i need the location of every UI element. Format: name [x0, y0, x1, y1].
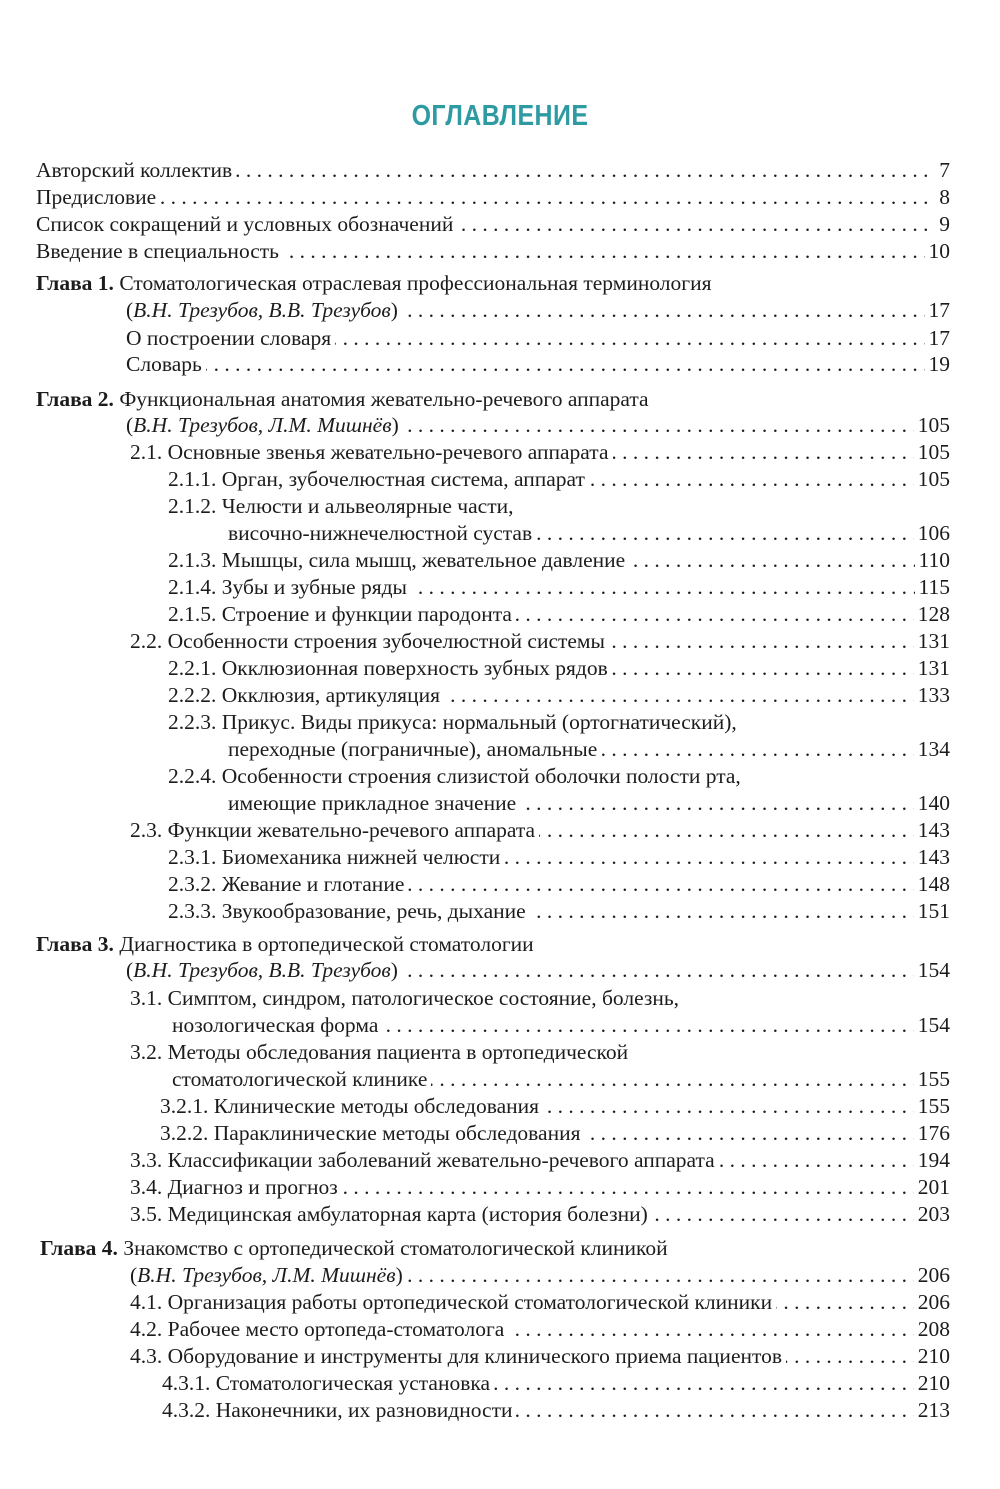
toc-page-number: 143	[914, 816, 950, 844]
toc-page-number: 133	[914, 681, 950, 709]
toc-label: нозологическая форма	[172, 1013, 382, 1037]
toc-page-number: 105	[914, 438, 950, 466]
chapter-title: Стоматологическая отраслевая профессиональная терминология	[119, 271, 712, 295]
toc-page-number: 210	[914, 1369, 950, 1397]
authors-text: В.Н. Трезубов, В.В. Трезубов	[133, 298, 391, 322]
toc-label: 3.3. Классификации заболеваний жевательно-речевого аппарата	[130, 1148, 719, 1172]
toc-label: 2.3. Функции жевательно-речевого аппарата	[130, 818, 539, 842]
chapter-number: Глава 2.	[36, 387, 114, 411]
toc-page-number: 7	[935, 156, 950, 184]
toc-label: 3.5. Медицинская амбулаторная карта (история болезни)	[130, 1202, 652, 1226]
chapter-title: Знакомство с ортопедической стоматологической клиникой	[123, 1236, 668, 1260]
chapter-number: Глава 1.	[36, 271, 114, 295]
toc-page-number: 155	[914, 1065, 950, 1093]
toc-page-number: 154	[914, 956, 950, 984]
toc-label: 3.4. Диагноз и прогноз	[130, 1175, 342, 1199]
toc-label: Словарь	[126, 352, 206, 376]
toc-page-number: 131	[914, 654, 950, 682]
chapter-authors[interactable]: . . . (В.Н. Трезубов, В.В. Трезубов) 154	[126, 956, 950, 984]
toc-page-number: 176	[914, 1119, 950, 1147]
toc-label: 4.3.2. Наконечники, их разновидности	[162, 1398, 516, 1422]
chapter-heading[interactable]	[36, 385, 649, 413]
toc-page-number: 208	[914, 1315, 950, 1343]
toc-label: 4.3. Оборудование и инструменты для клинического приема пациентов	[130, 1344, 786, 1368]
toc-entry[interactable]	[168, 843, 950, 871]
toc-page-number: 213	[914, 1396, 950, 1424]
toc-entry[interactable]	[126, 324, 950, 352]
toc-label: 3.2.1. Клинические методы обследования	[160, 1094, 543, 1118]
toc-page-number: 17	[925, 324, 951, 352]
toc-page-number: 206	[914, 1261, 950, 1289]
toc-page-number: 9	[935, 210, 950, 238]
toc-entry[interactable]	[36, 210, 950, 238]
toc-label: О построении словаря	[126, 326, 335, 350]
chapter-title: Функциональная анатомия жевательно-речевого аппарата	[119, 387, 649, 411]
toc-entry[interactable]	[36, 156, 950, 184]
toc-entry[interactable]	[228, 519, 950, 547]
toc-entry[interactable]	[130, 438, 950, 466]
toc-entry[interactable]	[130, 816, 950, 844]
toc-entry[interactable]	[126, 350, 950, 378]
toc-label: 2.3.2. Жевание и глотание	[168, 872, 408, 896]
toc-entry-line[interactable]: 3.1. Симптом, синдром, патологическое состояние, болезнь,	[130, 986, 680, 1010]
toc-entry[interactable]	[160, 1092, 950, 1120]
toc-label: 2.1.4. Зубы и зубные ряды	[168, 575, 411, 599]
page-title: ОГЛАВЛЕНИЕ	[411, 100, 589, 132]
authors-text: В.Н. Трезубов, Л.М. Мишнёв	[133, 413, 392, 437]
toc-page-number: 134	[914, 735, 950, 763]
toc-entry[interactable]	[160, 1119, 950, 1147]
toc-label: 2.1. Основные звенья жевательно-речевого аппарата	[130, 440, 613, 464]
chapter-authors[interactable]: . . . (В.Н. Трезубов, В.В. Трезубов) 17	[126, 296, 950, 324]
toc-entry[interactable]	[130, 1200, 950, 1228]
toc-label: 4.3.1. Стоматологическая установка	[162, 1371, 494, 1395]
toc-label: стоматологической клинике	[172, 1067, 431, 1091]
chapter-authors[interactable]: . . . (В.Н. Трезубов, Л.М. Мишнёв) 105	[126, 411, 950, 439]
toc-label: Авторский коллектив	[36, 158, 236, 182]
toc-entry[interactable]	[168, 870, 950, 898]
toc-label: 4.1. Организация работы ортопедической стоматологической клиники	[130, 1290, 776, 1314]
toc-entry[interactable]	[172, 1011, 950, 1039]
toc-page-number: 17	[925, 296, 951, 324]
toc-page-number: 105	[914, 465, 950, 493]
toc-entry[interactable]	[168, 573, 950, 601]
toc-label: 2.3.3. Звукообразование, речь, дыхание	[168, 899, 530, 923]
toc-page-number: 8	[935, 183, 950, 211]
toc-entry[interactable]	[130, 1288, 950, 1316]
toc-entry[interactable]	[130, 627, 950, 655]
toc-entry-line[interactable]: 2.2.3. Прикус. Виды прикуса: нормальный (ортогнатический),	[168, 710, 737, 734]
toc-label: 4.2. Рабочее место ортопеда-стоматолога	[130, 1317, 508, 1341]
toc-page-number: 128	[914, 600, 950, 628]
toc-label: 3.2.2. Параклинические методы обследования	[160, 1121, 584, 1145]
authors-text: В.Н. Трезубов, В.В. Трезубов	[133, 958, 391, 982]
toc-entry[interactable]	[130, 1146, 950, 1174]
toc-entry[interactable]	[168, 600, 950, 628]
toc-page-number: 201	[914, 1173, 950, 1201]
toc-page-number: 105	[914, 411, 950, 439]
toc-label: височно-нижнечелюстной сустав	[228, 521, 536, 545]
toc-label: 2.2. Особенности строения зубочелюстной системы	[130, 629, 609, 653]
toc-page-number: 140	[914, 789, 950, 817]
toc-page-number: 10	[925, 237, 951, 265]
toc-entry[interactable]	[130, 1342, 950, 1370]
chapter-heading[interactable]	[36, 269, 712, 297]
toc-label: 2.2.2. Окклюзия, артикуляция	[168, 683, 444, 707]
toc-page-number: 19	[925, 350, 951, 378]
toc-page-number: 206	[914, 1288, 950, 1316]
toc-entry-line[interactable]: 2.1.2. Челюсти и альвеолярные части,	[168, 494, 514, 518]
chapter-number: Глава 4.	[40, 1236, 118, 1260]
toc-label: Список сокращений и условных обозначений	[36, 212, 457, 236]
toc-page-number: 143	[914, 843, 950, 871]
toc-page-number: 155	[914, 1092, 950, 1120]
toc-entry[interactable]	[130, 1173, 950, 1201]
toc-page-number: 110	[915, 546, 950, 574]
toc-page-number: 148	[914, 870, 950, 898]
toc-entry[interactable]	[168, 681, 950, 709]
toc-label: 2.2.1. Окклюзионная поверхность зубных рядов	[168, 656, 612, 680]
toc-entry-line[interactable]: 3.2. Методы обследования пациента в ортопедической	[130, 1040, 629, 1064]
toc-label: Введение в специальность	[36, 239, 283, 263]
toc-entry[interactable]	[162, 1369, 950, 1397]
toc-label: имеющие прикладное значение	[228, 791, 520, 815]
toc-entry[interactable]	[168, 897, 950, 925]
chapter-heading[interactable]	[36, 930, 534, 958]
chapter-title: Диагностика в ортопедической стоматологии	[119, 932, 534, 956]
toc-entry-line[interactable]: 2.2.4. Особенности строения слизистой оболочки полости рта,	[168, 764, 741, 788]
chapter-number: Глава 3.	[36, 932, 114, 956]
toc-entry[interactable]	[36, 183, 950, 211]
toc-page-number: 106	[914, 519, 950, 547]
toc-entry[interactable]	[228, 789, 950, 817]
toc-page-number: 131	[914, 627, 950, 655]
toc-entry[interactable]	[228, 735, 950, 763]
authors-text: В.Н. Трезубов, Л.М. Мишнёв	[137, 1263, 396, 1287]
toc-entry[interactable]	[130, 1315, 950, 1343]
toc-entry[interactable]	[162, 1396, 950, 1424]
toc-page-number: 203	[914, 1200, 950, 1228]
toc-label: Предисловие	[36, 185, 160, 209]
toc-label: 2.1.1. Орган, зубочелюстная система, аппарат	[168, 467, 589, 491]
toc-entry[interactable]	[168, 654, 950, 682]
toc-page-number: 151	[914, 897, 950, 925]
toc-entry[interactable]	[36, 237, 950, 265]
toc-entry[interactable]	[168, 465, 950, 493]
toc-entry[interactable]	[168, 546, 950, 574]
toc-page-number: 194	[914, 1146, 950, 1174]
toc-page-number: 210	[914, 1342, 950, 1370]
toc-label: 2.1.5. Строение и функции пародонта	[168, 602, 516, 626]
chapter-authors[interactable]: . . . (В.Н. Трезубов, Л.М. Мишнёв) 206	[130, 1261, 950, 1289]
toc-label: 2.1.3. Мышцы, сила мышц, жевательное давление	[168, 548, 629, 572]
toc-page-number: 154	[914, 1011, 950, 1039]
toc-page-number: 115	[915, 573, 950, 601]
chapter-heading[interactable]	[40, 1234, 668, 1262]
toc-label: 2.3.1. Биомеханика нижней челюсти	[168, 845, 504, 869]
toc-entry[interactable]	[172, 1065, 950, 1093]
toc-label: переходные (пограничные), аномальные	[228, 737, 601, 761]
